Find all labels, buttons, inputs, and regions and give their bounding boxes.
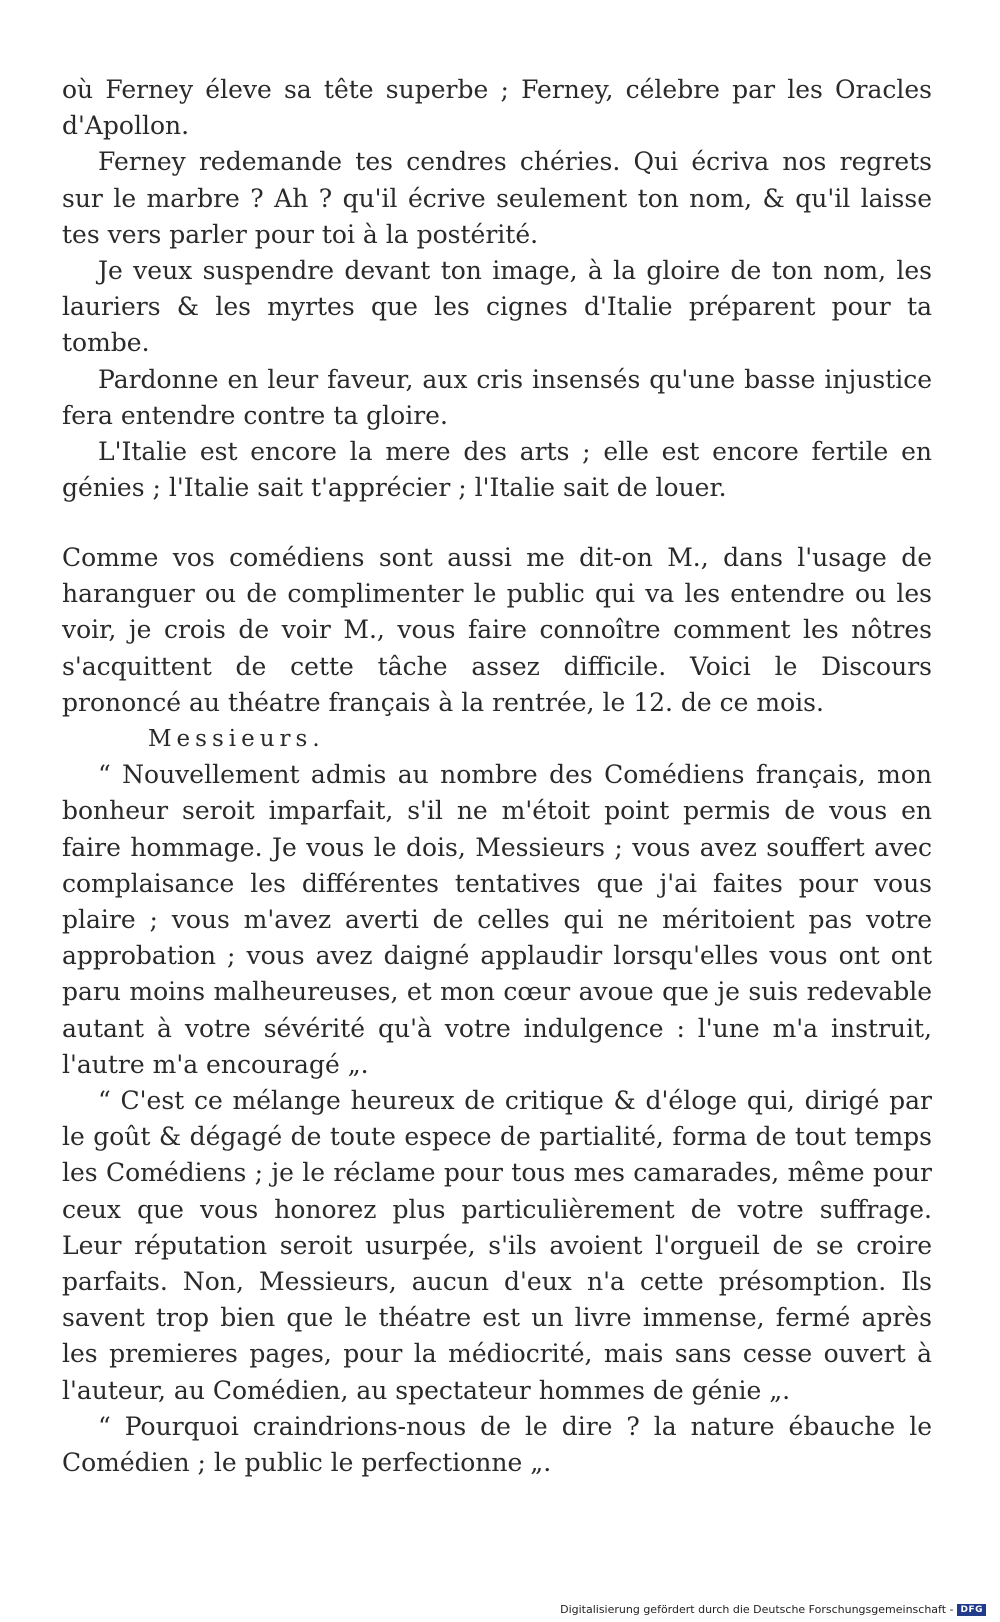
text-block-bottom — [62, 540, 932, 1481]
paragraph: où Ferney éleve sa tête superbe ; Ferney, célebre par les Oracles d'Apollon. — [62, 75, 932, 141]
paragraph: “ Pourquoi craindrions-nous de le dire ? la nature ébauche le Comédien ; le public le perfectionne „. — [62, 1411, 932, 1478]
paragraph: “ Nouvellement admis au nombre des Comédiens français, mon bonheur seroit imparfait, s'il ne m'étoit point permis de vous en faire hommage. Je vous le dois, Messieurs ; vous avez souffert avec complaisance les différentes tentatives que j'ai faites pour vous plaire ; vous m'avez averti de celles qui ne méritoient pas votre approbation ; vous avez daigné applaudir lorsqu'elles vous ont ont paru moins malheureuses, et mon cœur avoue que je suis redevable autant à votre sévérité qu'à votre indulgence : l'une m'a instruit, l'autre m'a encouragé „. — [62, 760, 932, 1079]
footer-credit: Digitalisierung gefördert durch die Deutsche Forschungsgemeinschaft - — [560, 1603, 954, 1616]
paragraph: Je veux suspendre devant ton image, à la gloire de ton nom, les lauriers & les myrtes que les cignes d'Italie préparent pour ta tombe. — [62, 256, 932, 358]
paragraph: L'Italie est encore la mere des arts ; elle est encore fertile en génies ; l'Italie sait t'apprécier ; l'Italie sait de louer. — [62, 437, 932, 503]
dfg-logo-icon: DFG — [957, 1604, 986, 1616]
paragraph: Pardonne en leur faveur, aux cris insensés qu'une basse injustice fera entendre contre ta gloire. — [62, 364, 932, 430]
paragraph: Comme vos comédiens sont aussi me dit-on M., dans l'usage de haranguer ou de complimenter le public qui va les entendre ou les voir, je crois de voir M., vous faire connoître comment les nôtres s'acquittent de cette tâche assez difficile. Voici le Discours prononcé au théatre français à la rentrée, le 12. de ce mois. — [62, 543, 932, 717]
paragraph: Ferney redemande tes cendres chéries. Qui écriva nos regrets sur le marbre ? Ah ? qu'il écrive seulement ton nom, & qu'il laisse tes vers parler pour toi à la postérité. — [62, 147, 932, 249]
paragraph: “ C'est ce mélange heureux de critique & d'éloge qui, dirigé par le goût & dégagé de toute espece de partialité, forma de tout temps les Comédiens ; je le réclame pour tous mes camarades, même pour ceux que vous honorez plus particulièrement de votre suffrage. Leur réputation seroit usurpée, s'ils avoient l'orgueil de se croire parfaits. Non, Messieurs, aucun d'eux n'a cette présomption. Ils savent trop bien que le théatre est un livre immense, fermé après les premieres pages, pour la médiocrité, mais sans cesse ouvert à l'auteur, au Comédien, au spectateur hommes de génie „. — [62, 1086, 932, 1405]
digitization-footer — [560, 1603, 986, 1616]
text-block-top — [62, 72, 932, 506]
speech-heading: Messieurs. — [148, 726, 325, 753]
